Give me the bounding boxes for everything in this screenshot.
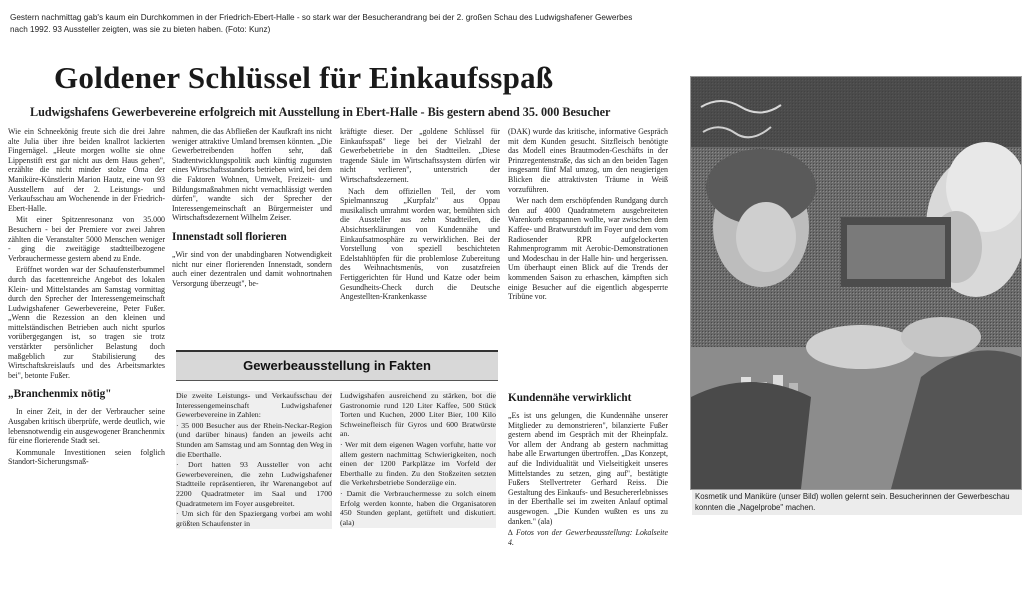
fact-item: Ludwigshafen ausreichend zu stärken, bot die Gastronomie rund 120 Liter Kaffee, 500 Stück Torten und Kuchen, 2000 Liter Bier, 100 Kilo Schweinefleisch für Gyros und 600 Bratwürste an. <box>340 391 496 439</box>
article-column-5 <box>508 384 668 549</box>
fact-item: · Dort hatten 93 Aussteller von acht Gewerbevereinen, die zehn Ludwigshafener Stadtteile repräsentieren, ihr Warenangebot auf 2200 Quadratmeter im Saal und 1700 Quadratmetern im Foyer ausgebreitet. <box>176 460 332 508</box>
paragraph: Mit einer Spitzenresonanz von 35.000 Besuchern - bei der Premiere vor zwei Jahren zählten die Veranstalter 5000 Menschen weniger - ging die zweitägige stadtteilbezogene Verbrauchermesse gestern abend zu Ende. <box>8 215 165 263</box>
fact-item: · Wer mit dem eigenen Wagen vorfuhr, hatte vor allem gestern nachmittag Schwierigkeiten, noch einen der 1200 Parkplätze im Vorfeld der Eberthalle zu finden. Zu den Stoßzeiten setzten die Verkehrsbetriebe Sonderzüge ein. <box>340 439 496 488</box>
paragraph: Kommunale Investitionen seien folglich Standort-Sicherungsmaß- <box>8 447 165 467</box>
paragraph: Nach dem offiziellen Teil, der vom Spielmannszug „Kurpfalz" aus Oppau musikalisch umrahmt worden war, bemühten sich die Aussteller aus zehn Stadtteilen, die Absichtserklärungen von Kundennähe und Einkaufsatmosphäre zu verwirklichen. Bei der Vorstellung von speziell beschichteten Edelstahltöpfen für die problemlose Zubereitung des Weihnachtsmenüs, von zusatzfreien Fertiggerichten für Hund und Katze oder beim Gesundheits-Check durch die Deutsche Angestellten-Krankenkasse <box>340 186 500 302</box>
photo-caption: Kosmetik und Maniküre (unser Bild) wollen gelernt sein. Besucherinnen der Gewerbeschau konnten die „Nagelprobe" machen. <box>692 490 1022 515</box>
article-headline: Goldener Schlüssel für Einkaufsspaß <box>54 60 554 95</box>
paragraph: Eröffnet worden war der Schaufensterbummel durch das facettenreiche Angebot des lokalen Klein- und Mittelstandes am Samstag vormittag durch den Sprecher der Interessengemeinschaft Ludwigshafener Gewerbevereine, Peter Fußer. „Wenn die Rezession an den kleinen und mittelständischen Betrieben auch nicht spurlos vorübergegangen ist, so tragen sie trotz verstärkter persönlicher Belastung doch maßgeblich zur Stabilisierung des Wirtschaftskreislaufs und des Arbeitsmarktes bei", betonte Fußer. <box>8 265 165 380</box>
paragraph: nahmen, die das Abfließen der Kaufkraft ins nicht weniger attraktive Umland bremsen könnten. „Die Gewerbetreibenden hoffen sehr, daß Stadtentwicklungspolitik auch künftig zugunsten eines Wirtschaftsstandorts betrieben wird, bei dem die Faktoren Wohnen, Umwelt, Freizeit- und Bildungsmaßnahmen nicht vernachlässigt werden dürfen", wandte sich der Sprecher der Interessengemeinschaft an Bürgermeister und Wirtschaftsdezernent Wilhelm Zeiser. <box>172 127 332 223</box>
fact-item: · 35 000 Besucher aus der Rhein-Neckar-Region (und darüber hinaus) fanden an jeweils acht Stunden am Samstag und am Sonntag den Weg in die Eberthalle. <box>176 420 332 459</box>
paragraph: (DAK) wurde das kritische, informative Gespräch mit dem Kunden gesucht. Sitzfleisch benötigte das Modell eines Brautmoden-Geschäfts in der Prinzregentenstraße, das sich an den beiden Tagen insgesamt fünf Mal umzog, um den neugierigen Blicken die attraktivsten Träume in Weiß vorzuführen. <box>508 127 668 194</box>
article-column-4 <box>508 127 668 304</box>
photo-reference: ∆ Fotos von der Gewerbeausstellung: Lokalseite 4. <box>508 528 668 547</box>
fact-item: · Damit die Verbrauchermesse zu solch einem Erfolg werden konnte, haben die Organisatoren 450 Stunden geplant, getüftelt und diskutiert. (ala) <box>340 488 496 527</box>
article-column-3 <box>340 127 500 304</box>
factbox-column-1 <box>176 391 332 529</box>
paragraph: Wer nach dem erschöpfenden Rundgang durch den auf 4000 Quadratmetern ausgebreiteten Warenkorb entspannen wollte, war zwischen dem Kaffee- und Bratwurstduft im Foyer und dem vom Radiosender RPR aufgelockerten Rahmenprogramm mit Aerobic-Demonstrationen und Modeschau in der Halle hin- und hergerissen. Um überhaupt einen Blick auf die Trends der kommenden Saison zu erhaschen, kämpften sich einige Besucher auf die eigentlich abgesperrte Tribüne vor. <box>508 196 668 302</box>
paragraph: Wie ein Schneekönig freute sich die drei Jahre alte Julia über ihre beiden knallrot lackierten Fingernägel. „Heute morgen wollte sie ohne Lippenstift erst gar nicht aus dem Haus gehen", erzählte die nicht minder stolze Oma der Maniküre-Künstlerin Marion Hautz, eine von 93 Ausstellern auf der 2. Leistungs- und Verkaufsschau am Wochenende in der Friedrich-Ebert-Halle. <box>8 127 165 213</box>
section-heading: „Branchenmix nötig" <box>8 388 112 401</box>
manicure-photo-image <box>691 77 1021 489</box>
article-photo <box>690 76 1022 490</box>
section-heading: Kundennähe verwirklicht <box>508 392 632 404</box>
article-subheadline: Ludwigshafens Gewerbevereine erfolgreich mit Ausstellung in Ebert-Halle - Bis gestern abend 35. 000 Besucher <box>30 105 611 119</box>
article-column-1 <box>8 127 165 469</box>
factbox-title: Gewerbeausstellung in Fakten <box>176 350 498 381</box>
fact-item: · Um sich für den Spaziergang vorbei am wohl größten Schaufenster in <box>176 509 332 528</box>
paragraph: „Wir sind von der unabdingbaren Notwendigkeit nicht nur einer florierenden Innenstadt, sondern auch einer dezentralen und damit wohnortnahen Versorgung überzeugt", be- <box>172 249 332 288</box>
top-photo-caption: Gestern nachmittag gab's kaum ein Durchkommen in der Friedrich-Ebert-Halle - so stark war der Besucherandrang bei der 2. großen Schau des Ludwigshafener Gewerbes nach 1992. 93 Aussteller zeigten, was sie zu bieten haben. (Foto: Kunz) <box>10 13 633 34</box>
section-heading: Innenstadt soll florieren <box>172 230 287 243</box>
factbox-column-2 <box>340 391 496 528</box>
fact-item: Die zweite Leistungs- und Verkaufsschau der Interessengemeinschaft Ludwigshafener Gewerbevereine in Zahlen: <box>176 391 332 420</box>
article-column-2 <box>172 127 332 290</box>
paragraph: kräftigte dieser. Der „goldene Schlüssel für Einkaufsspaß" liege bei der Vielzahl der Gewerbebetriebe in den Stadtteilen. „Diese tragende Säule im Wirtschaftssystem dürfen wir nicht verlieren", unterstrich der Wirtschaftsdezernent. <box>340 127 500 184</box>
paragraph: „Es ist uns gelungen, die Kundennähe unserer Mitglieder zu demonstrieren", bilanzierte Fußer gestern abend im Gespräch mit der Rheinpfalz. Vor allem der Andrang ab gestern nachmittag habe alle Erwartungen übertroffen. „Das Konzept, auf die Individualität und Vielseitigkeit unseres Mittelstandes zu setzen, ging auf", bestätigte Fußers Stellvertreter Gerhard Reiss. Die Gestaltung des Einkaufs- und Besuchererlebnisses in der Eberthalle sei im zweiten Anlauf optimal ausgewogen. „Die Kunden wußten es uns zu danken." (ala) <box>508 411 668 526</box>
paragraph: In einer Zeit, in der der Verbraucher seine Ausgaben kritisch überprüfe, werde deutlich, wie lebensnotwendig ein ausgewogener Branchenmix für eine florierende Stadt sei. <box>8 407 165 446</box>
